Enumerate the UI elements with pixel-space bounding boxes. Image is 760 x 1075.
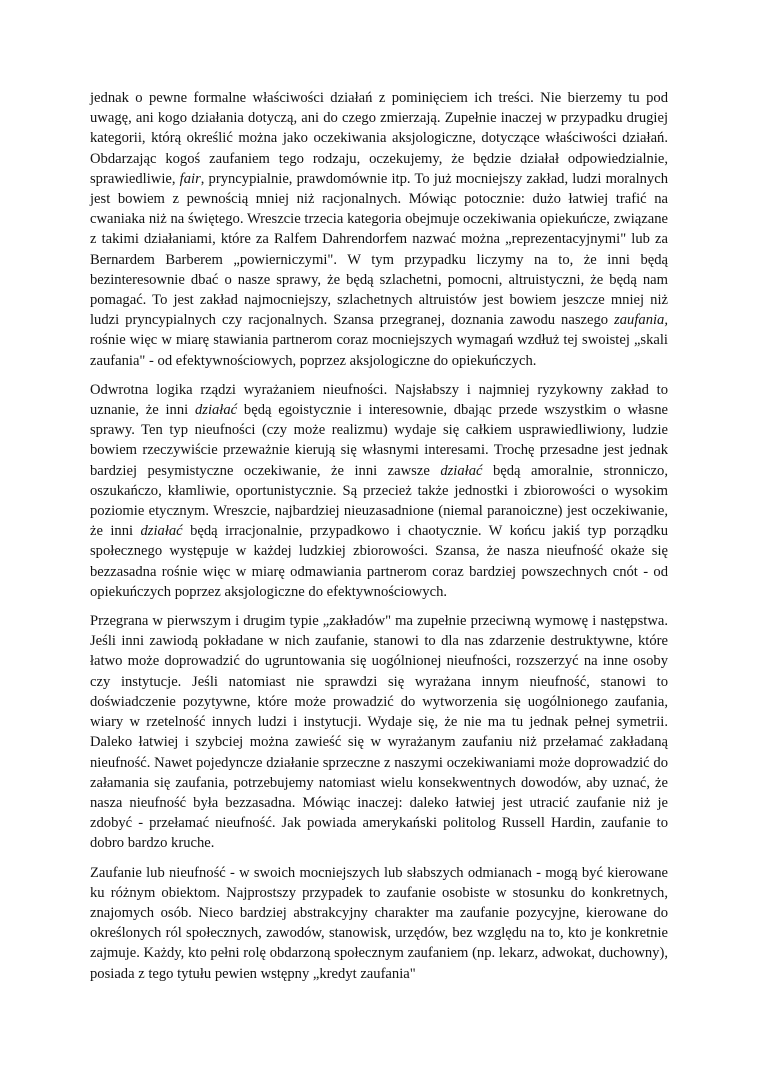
italic-run: działać <box>140 523 183 540</box>
text-run: będą amoralnie, stronniczo, oszukańczo, kłamliwie, oportunistycznie. Są przecież także jednostki i zbiorowości o wysokim poziomie etycznym. Wreszcie, najbardziej nieuzasadnione (niemal paranoiczne) jest oczekiwanie, że inni <box>90 462 668 540</box>
paragraph-4 <box>90 863 668 984</box>
italic-run: działać <box>194 402 238 419</box>
paragraph-2 <box>90 380 668 602</box>
text-run: Przegrana w pierwszym i drugim typie „zakładów" ma zupełnie przeciwną wymowę i następstwa. Jeśli inni zawiodą pokładane w nich zaufanie, stanowi to dla nas zdarzenie destruktywne, które łatwo może doprowadzić do ugruntowania się uogólnionej nieufności, rozszerzyć na inne osoby czy instytucje. Jeśli natomiast nie sprawdzi się wyrażana innym nieufność, stanowi to doświadczenie pozytywne, które może prowadzić do wytworzenia się uogólnionego zaufania, wiary w rzetelność innych ludzi i instytucji. Wydaje się, że nie ma tu jednak pełnej symetrii. Daleko łatwiej i szybciej można zawieść się w wyrażanym zaufaniu niż przełamać zakładaną nieufność. Nawet pojedyncze działanie sprzeczne z naszymi oczekiwaniami może doprowadzić do załamania się zaufania, potrzebujemy natomiast wielu konsekwentnych dowodów, aby uznać, że nasza nieufność była bezzasadna. Mówiąc inaczej: daleko łatwiej jest utracić zaufanie niż je zdobyć - przełamać nieufność. Jak powiada amerykański politolog Russell Hardin, zaufanie to dobro bardzo kruche. <box>90 613 668 852</box>
italic-run: działać <box>440 462 483 479</box>
text-run: , pryncypialnie, prawdomównie itp. To już mocniejszy zakład, ludzi moralnych jest bowiem z pewnością mniej niż racjonalnych. Mówiąc potocznie: dużo łatwiej trafić na cwaniaka niż na świętego. Wreszcie trzecia kategoria obejmuje oczekiwania opiekuńcze, związane z takimi działaniami, które za Ralfem Dahrendorfem nazwać można „reprezentacyjnymi" lub za Bernardem Barberem „powierniczymi". W tym przypadku liczymy na to, że inni będą bezinteresownie dbać o nasze sprawy, że będą szlachetni, pomocni, altruistyczni, że będą nam pomagać. To jest zakład najmocniejszy, szlachetnych altruistów jest bowiem jeszcze mniej niż ludzi pryncypialnych czy racjonalnych. Szansa przegranej, doznania zawodu naszego <box>90 170 668 329</box>
italic-run: fair <box>179 170 201 187</box>
text-run: będą irracjonalnie, przypadkowo i chaotycznie. W końcu jakiś typ porządku społecznego występuje w każdej ludzkiej zbiorowości. Szansa, że nasza nieufność okaże się bezzasadna rośnie więc w miarę odmawiania partnerom coraz bardziej powszechnych cnót - od opiekuńczych poprzez aksjologiczne do efektywnościowych. <box>90 523 668 600</box>
text-run: jednak o pewne formalne właściwości działań z pominięciem ich treści. Nie bierzemy tu pod uwagę, ani kogo działania dotyczą, ani do czego zmierzają. Zupełnie inaczej w przypadku drugiej kategorii, którą określić można jako oczekiwania aksjologiczne, dotyczące właściwości działań. Obdarzając kogoś zaufaniem tego rodzaju, oczekujemy, że będzie działał odpowiedzialnie, sprawiedliwie, <box>90 90 668 187</box>
text-run: będą egoistycznie i interesownie, dbając przede wszystkim o własne sprawy. Ten typ nieufności (czy może realizmu) wydaje się całkiem usprawiedliwiony, ludzie bowiem rzeczywiście przeważnie kierują się własnymi interesami. Trochę przesadne jest jednak bardziej pesymistyczne oczekiwanie, że inni zawsze <box>90 402 668 479</box>
text-run: Odwrotna logika rządzi wyrażaniem nieufności. Najsłabszy i najmniej ryzykowny zakład to uznanie, że inni <box>90 381 668 419</box>
document-page <box>90 88 668 993</box>
text-run: rośnie więc w miarę stawiania partnerom coraz mocniejszych wymagań wzdłuż tej swoistej „skali zaufania" - od efektywnościowych, poprzez aksjologiczne do opiekuńczych. <box>90 332 668 369</box>
paragraph-3 <box>90 611 668 853</box>
text-run: Zaufanie lub nieufność - w swoich mocniejszych lub słabszych odmianach - mogą być kierowane ku różnym obiektom. Najprostszy przypadek to zaufanie osobiste w stosunku do konkretnych, znajomych osób. Nieco bardziej abstrakcyjny charakter ma zaufanie pozycyjne, kierowane do określonych ról społecznych, zawodów, stanowisk, urzędów, bez względu na to, kto je konkretnie zajmuje. Każdy, kto pełni rolę obdarzoną społecznym zaufaniem (np. lekarz, adwokat, duchowny), posiada z tego tytułu pewien wstępny „kredyt zaufania" <box>90 864 668 982</box>
paragraph-1 <box>90 88 668 371</box>
italic-run: zaufania, <box>614 312 668 329</box>
